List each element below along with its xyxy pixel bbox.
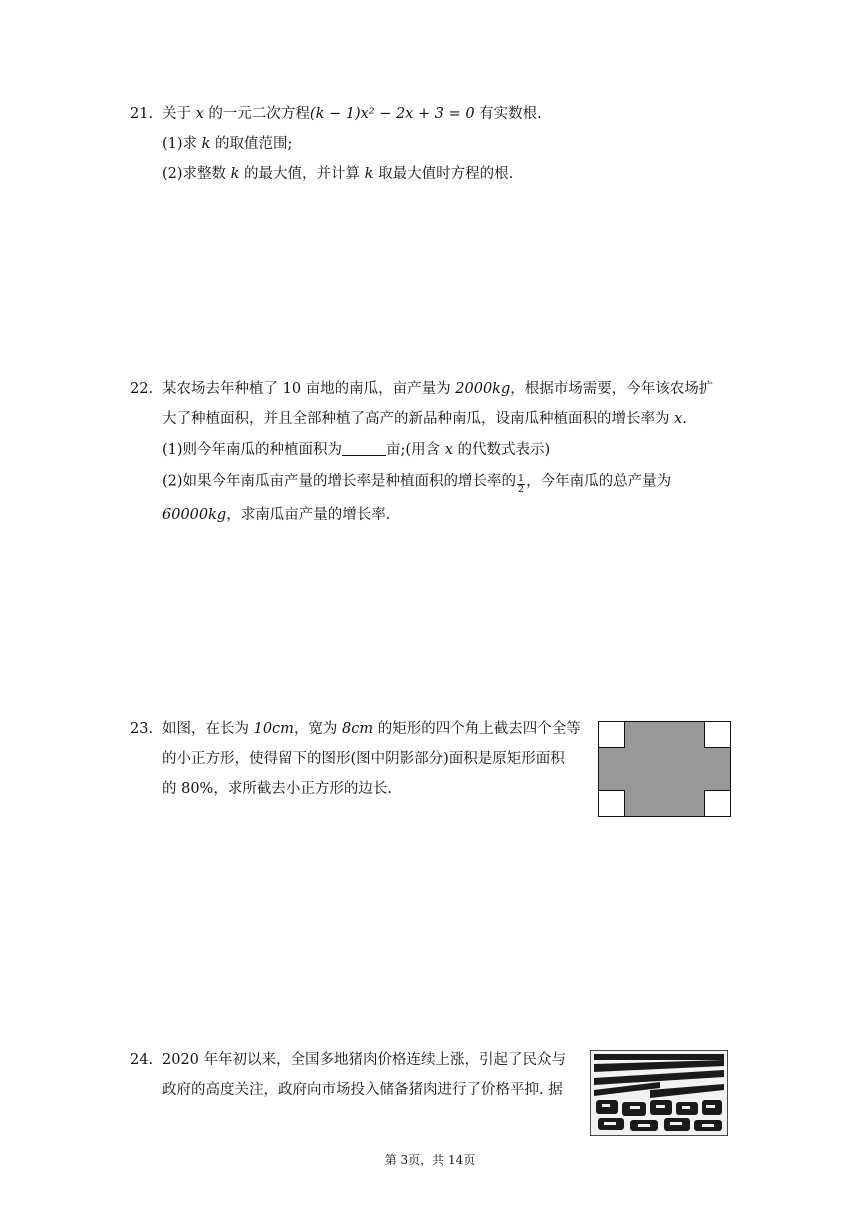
question-text-line: 政府的高度关注，政府向市场投入储备猪肉进行了价格平抑. 据 — [162, 1082, 563, 1098]
rectangle-corner-cut-figure — [598, 721, 732, 818]
question-text-line: 关于 x 的一元二次方程(k − 1)x² − 2x + 3 = 0 有实数根. — [162, 106, 542, 122]
question-text-line: 的 80%，求所截去小正方形的边长. — [162, 781, 392, 797]
sub-question-1: (1)则今年南瓜的种植面积为 亩;(用含 x 的代数式表示) — [162, 442, 551, 458]
question-number: 24. — [130, 1052, 154, 1068]
pork-market-photo — [590, 1050, 728, 1136]
corner-square — [599, 722, 625, 748]
sub-question-2: (2)如果今年南瓜亩产量的增长率是种植面积的增长率的 $\frac{1}{2}$ ，今年南瓜的总产量为 — [162, 473, 672, 495]
fraction-one-half: $\frac{1}{2}$ — [518, 473, 525, 495]
corner-square — [705, 791, 731, 817]
sub-question-2: (2)求整数 k 的最大值，并计算 k 取最大值时方程的根. — [162, 166, 514, 182]
question-number: 21. — [130, 106, 154, 122]
question-number: 22. — [130, 381, 154, 397]
corner-square — [599, 791, 625, 817]
sub-question-1: (1)求 k 的取值范围; — [162, 136, 293, 152]
question-text-line: 如图，在长为 10cm，宽为 8cm 的矩形的四个角上截去四个全等 — [162, 721, 581, 737]
question-text-line: 大了种植面积，并且全部种植了高产的新品种南瓜，设南瓜种植面积的增长率为 x. — [162, 411, 687, 427]
question-text-line: 某农场去年种植了 10 亩地的南瓜，亩产量为 2000kg，根据市场需要，今年该农场扩 — [162, 381, 714, 397]
answer-blank[interactable] — [342, 442, 386, 456]
page-footer: 第 3页，共 14页 — [384, 1153, 476, 1167]
question-text-line: 2020 年年初以来，全国多地猪肉价格连续上涨，引起了民众与 — [162, 1052, 567, 1068]
question-number: 23. — [130, 721, 154, 737]
question-text-line: 60000kg，求南瓜亩产量的增长率. — [162, 507, 391, 523]
corner-square — [705, 722, 731, 748]
question-text-line: 的小正方形，使得留下的图形(图中阴影部分)面积是原矩形面积 — [162, 751, 565, 767]
